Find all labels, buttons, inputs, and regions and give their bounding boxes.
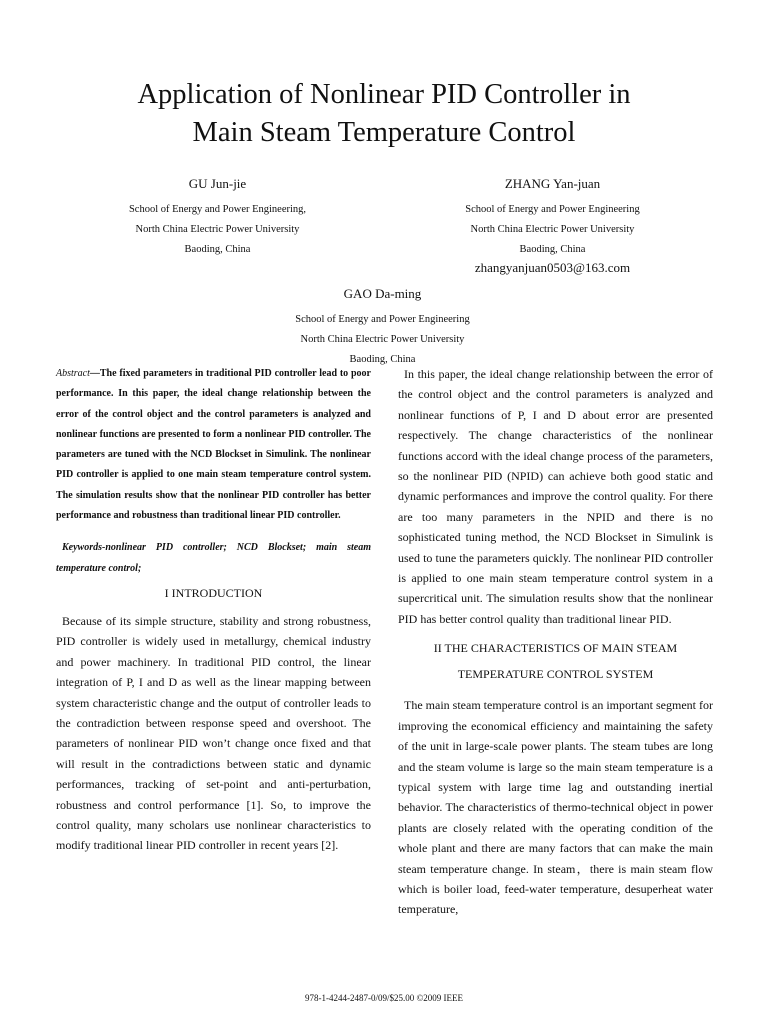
section-heading-2-line-1: II THE CHARACTERISTICS OF MAIN STEAM: [433, 641, 678, 656]
author-department: School of Energy and Power Engineering: [295, 314, 470, 325]
author-city: Baoding, China: [349, 354, 416, 365]
author-department: School of Energy and Power Engineering: [465, 204, 640, 215]
author-city: Baoding, China: [519, 244, 586, 255]
section-heading-2-line-2: TEMPERATURE CONTROL SYSTEM: [457, 667, 654, 682]
title-line-1: Application of Nonlinear PID Controller in: [137, 79, 631, 110]
left-column: [56, 364, 371, 856]
copyright-footer: 978-1-4244-2487-0/09/$25.00 ©2009 IEEE: [304, 993, 464, 1003]
author-block-2: [415, 176, 690, 276]
section-heading-2: [398, 635, 713, 687]
abstract: [56, 364, 371, 526]
author-name: ZHANG Yan-juan: [504, 176, 601, 191]
section-2-paragraph: The main steam temperature control is an important segment for improving the economical efficiency and maintaining the safety of the unit in large-scale power plants. The steam tubes are long and the steam volume is large so the main steam temperature is a typical system with large time lag and outstanding inertial behavior. The characteristics of thermo-technical object in power plants are closely related with the operating condition of the whole plant and there are many factors that can make the main steam temperature change. In steam，there is main steam flow which is boiler load, feed-water temperature, desuperheat water temperature,: [398, 698, 713, 917]
author-name: GU Jun-jie: [188, 176, 247, 191]
abstract-dash: —: [89, 368, 100, 379]
author-block-3: [245, 286, 520, 370]
abstract-lead: Abstract: [56, 368, 90, 379]
author-email: zhangyanjuan0503@163.com: [474, 260, 631, 275]
title-line-2: Main Steam Temperature Control: [192, 117, 576, 148]
author-name: GAO Da-ming: [343, 286, 422, 301]
keywords: Keywords-nonlinear PID controller; NCD Blockset; main steam temperature control;: [56, 542, 371, 574]
author-university: North China Electric Power University: [135, 224, 300, 235]
introduction-paragraph: Because of its simple structure, stability and strong robustness, PID controller is widely used in metallurgy, chemical industry and power machinery. In traditional PID control, the linear integration of P, I and D as well as the linear mapping between system characteristic change and the output of controller leads to the contradiction between response speed and overshoot. The parameters of nonlinear PID won’t change once fixed and that will result in the contradictions between static and dynamic performances, tracking of set-point and anti-perturbation, robustness and control performance [1]. So, to improve the control quality, many scholars use nonlinear characteristics to modify traditional linear PID controller in recent years [2].: [56, 613, 371, 853]
author-city: Baoding, China: [184, 244, 251, 255]
author-university: North China Electric Power University: [470, 224, 635, 235]
section-heading-introduction: I INTRODUCTION: [164, 585, 263, 600]
paper-title: [0, 76, 768, 152]
introduction-paragraph-2: In this paper, the ideal change relationship between the error of the control object and the control parameters is analyzed and nonlinear functions of P, I and D about error are presented respectively. The change characteristics of the nonlinear functions accord with the ideal change process of the parameters, so the nonlinear PID (NPID) can achieve both good static and dynamic performances and improve the control quality. For there are too many parameters in the NPID and there is no sophisticated tuning method, the NCD Blockset in Simulink is used to tune the parameters quickly. The nonlinear PID controller is applied to one main steam temperature control system in a supercritical unit. The simulation results show that the nonlinear PID has better control quality than traditional linear PID.: [398, 367, 713, 626]
author-university: North China Electric Power University: [300, 334, 465, 345]
right-column: [398, 364, 713, 920]
author-block-1: [80, 176, 355, 260]
abstract-text: The fixed parameters in traditional PID controller lead to poor performance. In this paper, the ideal change relationship between the error of the control object and the control parameters is analyzed and nonlinear functions are presented to form a nonlinear PID controller. The parameters are tuned with the NCD Blockset in Simulink. The nonlinear PID controller is applied to one main steam temperature control system. The simulation results show that the nonlinear PID controller has better performance and robustness than traditional linear PID controller.: [56, 368, 371, 522]
author-department: School of Energy and Power Engineering,: [128, 204, 307, 215]
